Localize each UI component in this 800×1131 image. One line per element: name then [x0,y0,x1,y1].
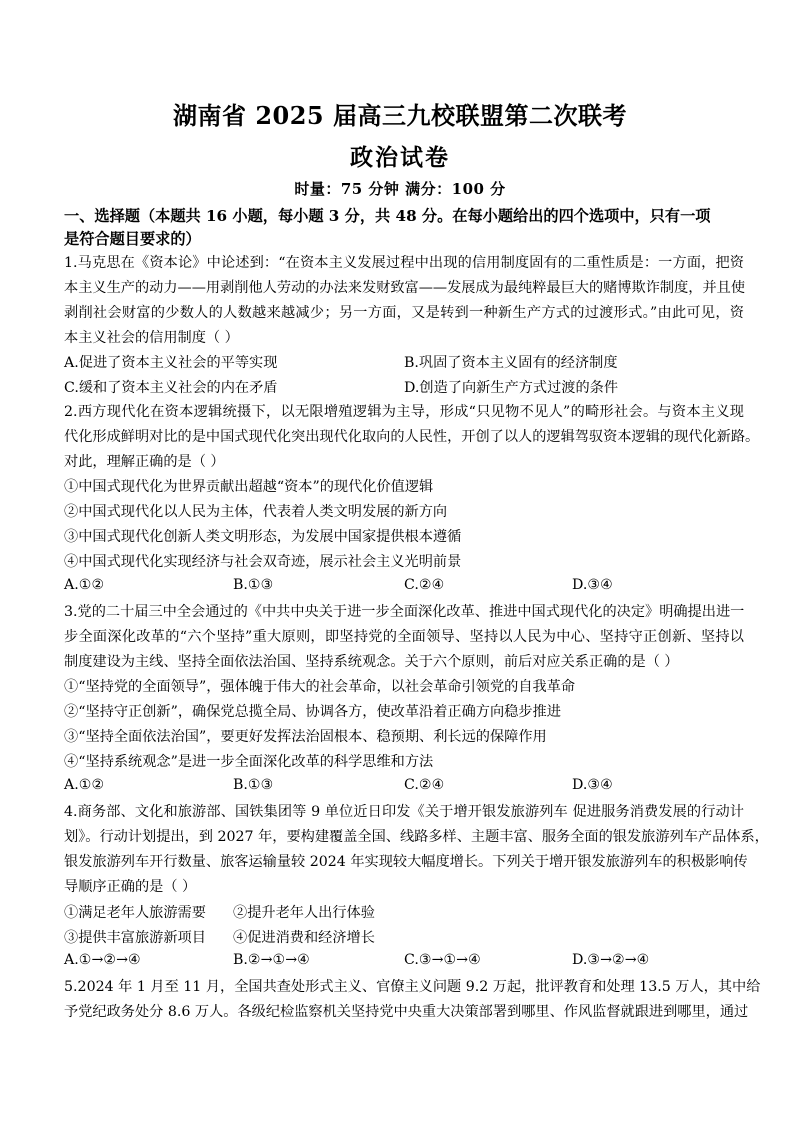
question-stem-line: 1.马克思在《资本论》中论述到：“在资本主义发展过程中出现的信用制度固有的二重性质是：一方面，把资 [64,255,744,271]
question-stem-line: 划》。行动计划提出，到 2027 年，要构建覆盖全国、线路多样、主题丰富、服务全面的银发旅游列车产品体系， [64,829,769,845]
statement-item: ④促进消费和经济增长 [233,930,375,946]
question-stem-line: 本主义生产的动力——用剥削他人劳动的办法来发财致富——发展成为最纯粹最巨大的赌博欺诈制度，并且使 [64,280,746,296]
question-stem-line: 步全面深化改革的“六个坚持”重大原则，即坚持党的全面领导、坚持以人民为中心、坚持守正创新、坚持以 [64,629,744,645]
question-stem-line: 3.党的二十届三中全会通过的《中共中央关于进一步全面深化改革、推进中国式现代化的决定》明确提出进一 [64,604,745,620]
question-stem-line: 5.2024 年 1 月至 11 月，全国共查处形式主义、官僚主义问题 9.2 万起，批评教育和处理 13.5 万人，其中给 [64,979,761,995]
option-b: B.①③ [233,777,274,793]
option-b: B.①③ [233,577,274,593]
option-c: C.③→①→④ [404,952,481,968]
question-stem-line: 剥削社会财富的少数人的人数越来越减少；另一方面，又是转到一种新生产方式的过渡形式。”由此可见，资 [64,305,744,321]
option-d: D.③④ [572,577,613,593]
option-d: D.③→②→④ [572,952,650,968]
statement-item: ④“坚持系统观念”是进一步全面深化改革的科学思维和方法 [64,754,434,770]
question-stem-line: 本主义社会的信用制度（ ） [64,330,239,346]
statement-item: ①“坚持党的全面领导”，强体魄于伟大的社会革命，以社会革命引领党的自我革命 [64,679,576,695]
option-a: A.①→②→④ [64,952,141,968]
option-b: B.②→①→④ [233,952,310,968]
statement-item: ③提供丰富旅游新项目 [64,930,206,946]
section-heading-line-1: 一、选择题（本题共 16 小题，每小题 3 分，共 48 分。在每小题给出的四个选项中，只有一项 [64,207,711,225]
option-b: B.巩固了资本主义固有的经济制度 [404,355,618,371]
option-c: C.缓和了资本主义社会的内在矛盾 [64,380,278,396]
statement-item: ①满足老年人旅游需要 [64,905,206,921]
statement-item: ③中国式现代化创新人类文明形态，为发展中国家提供根本遵循 [64,529,462,545]
option-c: C.②④ [404,577,445,593]
option-a: A.①② [64,577,105,593]
statement-item: ③“坚持全面依法治国”，要更好发挥法治固根本、稳预期、利长远的保障作用 [64,729,547,745]
statement-item: ②中国式现代化以人民为主体，代表着人类文明发展的新方向 [64,504,448,520]
section-heading-line-2: 是符合题目要求的） [64,230,201,248]
exam-subject: 政治试卷 [350,144,450,171]
option-d: D.③④ [572,777,613,793]
question-stem-line: 制度建设为主线、坚持全面依法治国、坚持系统观念。关于六个原则，前后对应关系正确的是（ ） [64,654,679,670]
statement-item: ④中国式现代化实现经济与社会双奇迹，展示社会主义光明前景 [64,554,462,570]
question-stem-line: 4.商务部、文化和旅游部、国铁集团等 9 单位近日印发《关于增开银发旅游列车 促进服务消费发展的行动计 [64,804,744,820]
question-stem-line: 2.西方现代化在资本逻辑统摄下，以无限增殖逻辑为主导，形成“只见物不见人”的畸形社会。与资本主义现 [64,404,744,420]
statement-item: ②提升老年人出行体验 [233,905,375,921]
question-stem-line: 代化形成鲜明对比的是中国式现代化突出现代化取向的人民性，开创了以人的逻辑驾驭资本逻辑的现代化新路。 [64,429,760,445]
question-stem-line: 银发旅游列车开行数量、旅客运输量较 2024 年实现较大幅度增长。下列关于增开银发旅游列车的积极影响传 [64,854,748,870]
statement-item: ②“坚持守正创新”，确保党总揽全局、协调各方，使改革沿着正确方向稳步推进 [64,704,561,720]
option-a: A.①② [64,777,105,793]
option-d: D.创造了向新生产方式过渡的条件 [404,380,619,396]
question-stem-line: 对此，理解正确的是（ ） [64,454,225,470]
question-stem-line: 予党纪政务处分 8.6 万人。各级纪检监察机关坚持党中央重大决策部署到哪里、作风监督就跟进到哪里，通过 [64,1004,749,1020]
question-stem-line: 导顺序正确的是（ ） [64,879,197,895]
exam-meta: 时量：75 分钟 满分：100 分 [294,180,506,198]
option-a: A.促进了资本主义社会的平等实现 [64,355,278,371]
exam-title: 湖南省 2025 届高三九校联盟第二次联考 [172,101,627,130]
statement-item: ①中国式现代化为世界贡献出超越“资本”的现代化价值逻辑 [64,479,434,495]
option-c: C.②④ [404,777,445,793]
